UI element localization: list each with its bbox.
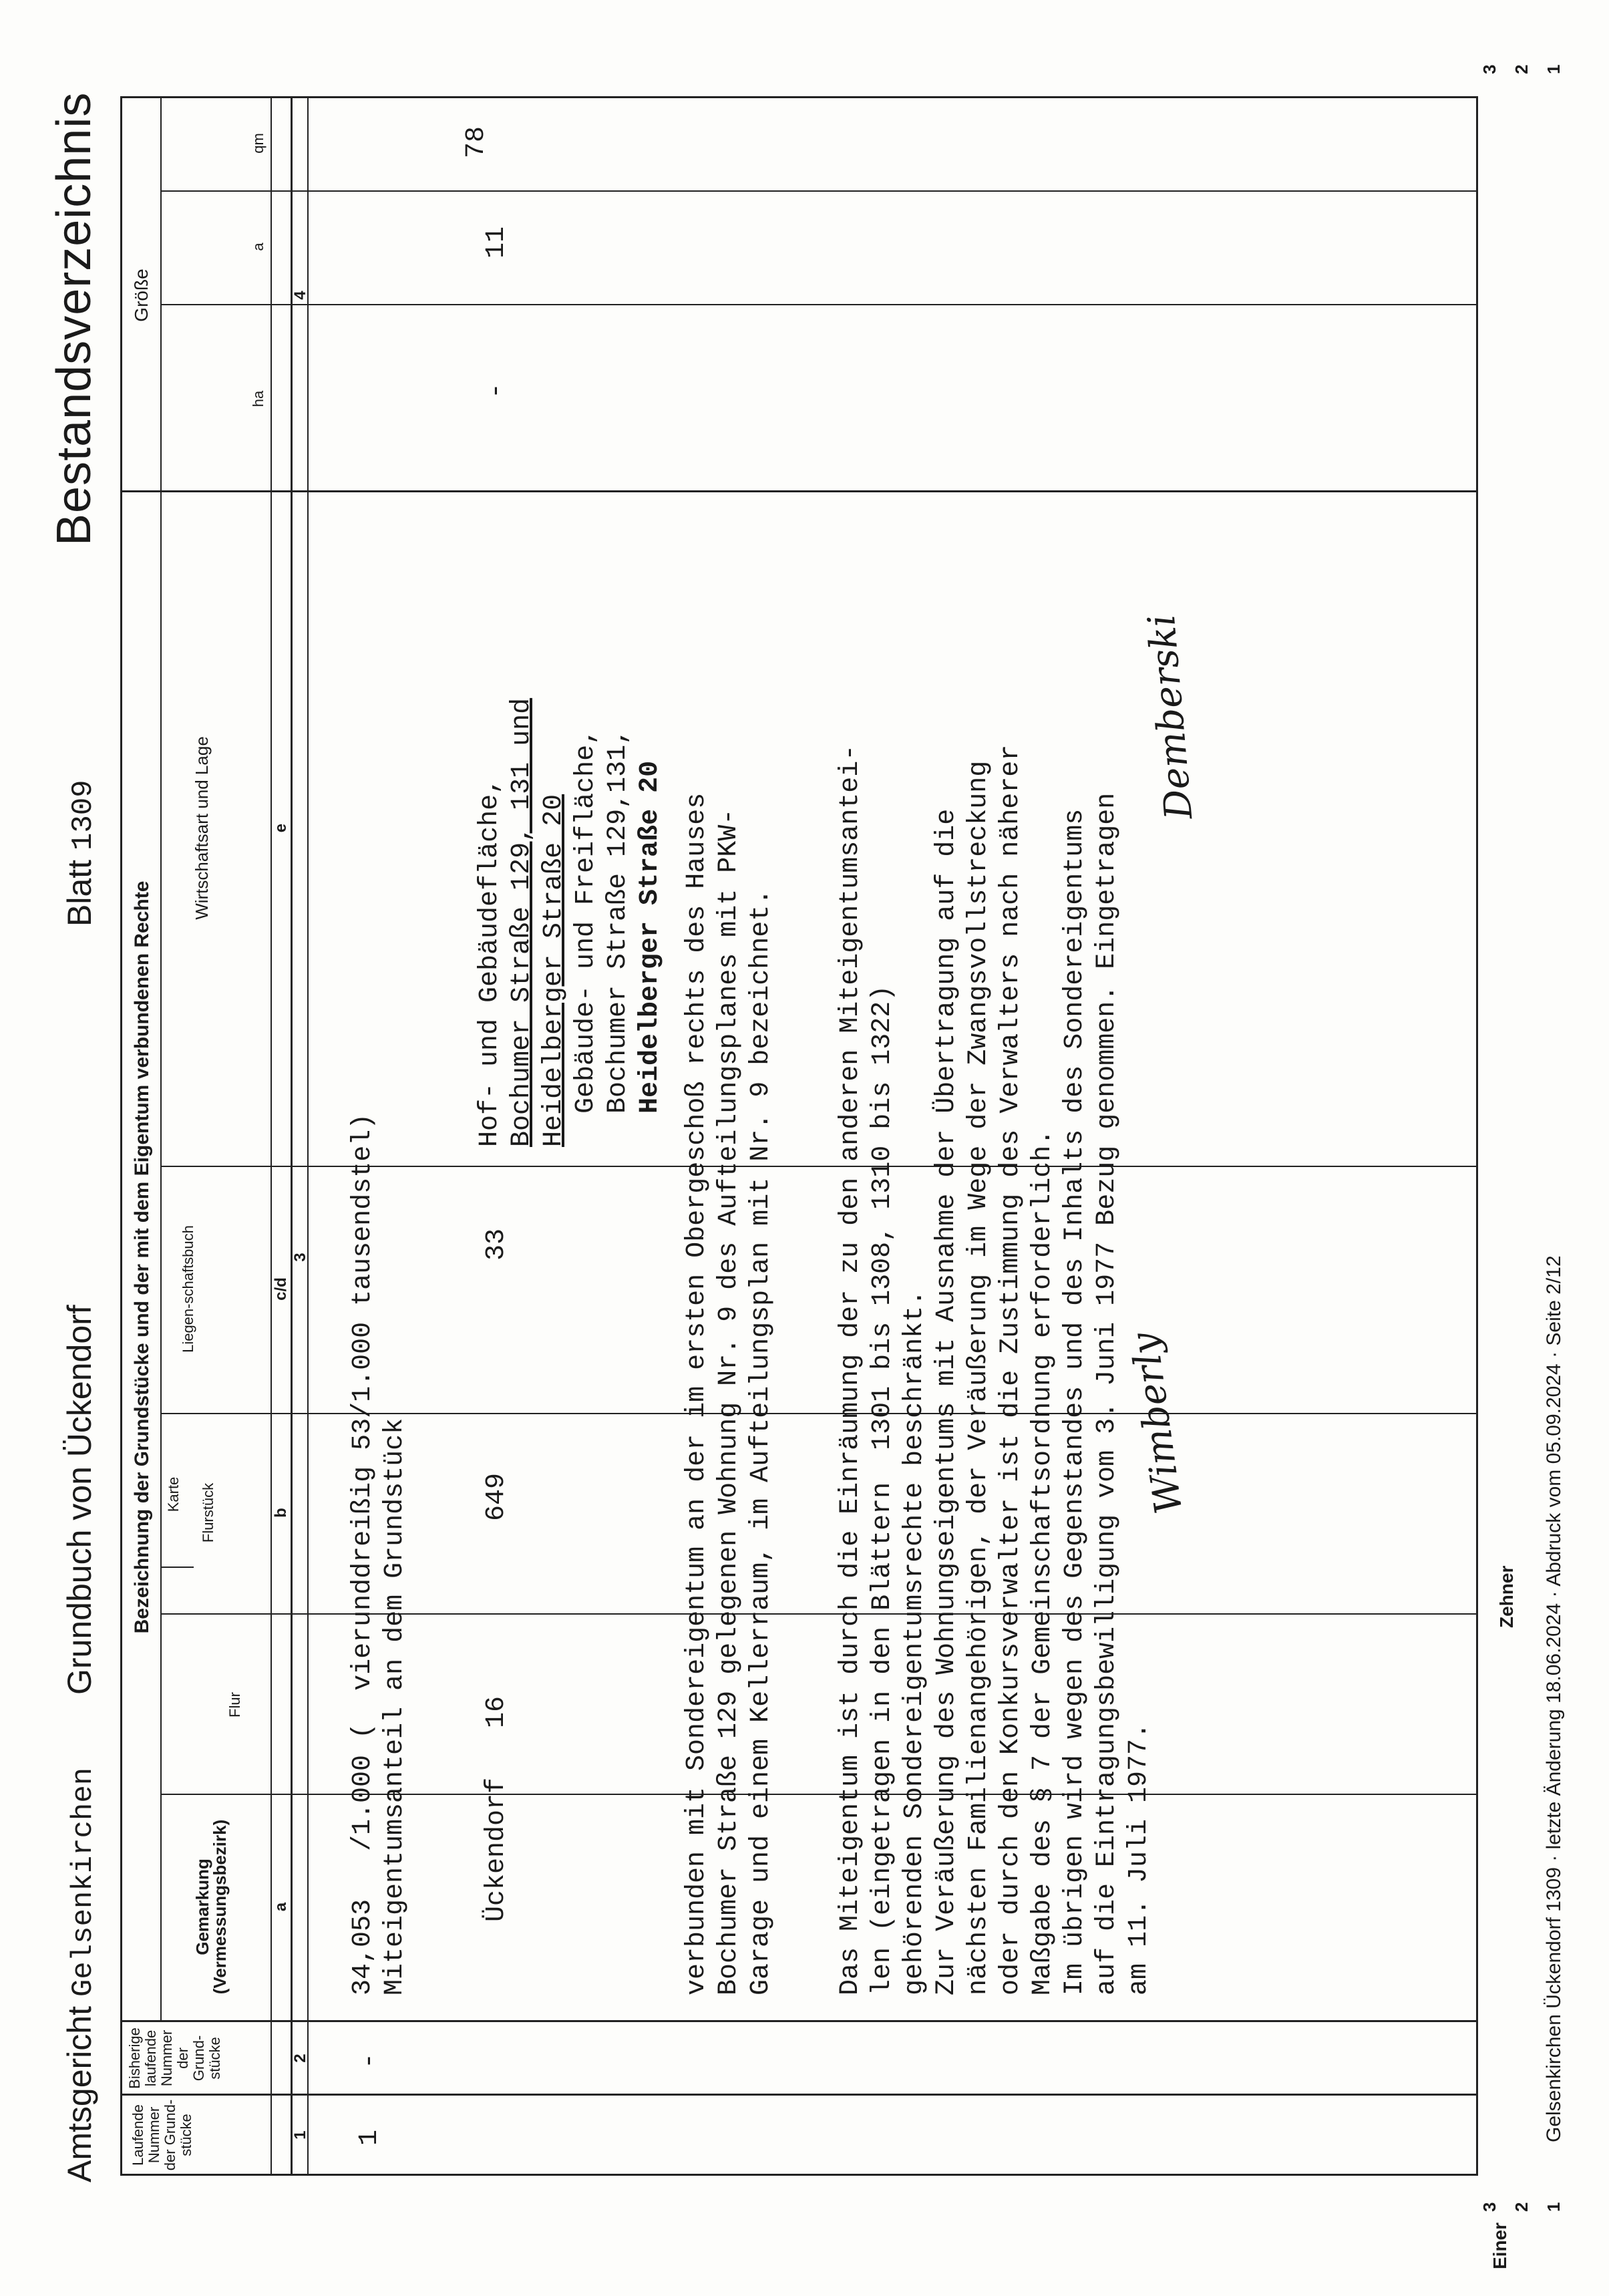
flur-letter: b [272, 1508, 290, 1518]
signature-2: Demberski [1139, 613, 1202, 822]
sheet-label: Blatt [61, 859, 98, 927]
text-line: oder durch den Konkursverwalter ist die Zustimmung des Verwalters nach näherer [996, 744, 1026, 1995]
signature-1: Wimberly [1123, 1329, 1192, 1517]
liegenschaft-letter: c/d [272, 1277, 290, 1301]
text-line: Maßgabe des § 7 der Gemeinschaftsordnung erforderlich. [1028, 1129, 1058, 1995]
col-divider-wirtschaft [120, 490, 1478, 492]
groesse-header: Größe [131, 269, 152, 322]
table-top-border [120, 98, 122, 2176]
court-label: Amtsgericht [61, 2006, 98, 2182]
karte-header: Karte [165, 1476, 182, 1512]
entry-wirtschaft-line5: Bochumer Straße 129,131, [603, 728, 633, 1114]
entry-wirtschaft-line1: Hof- und Gebäudefläche, [475, 778, 505, 1147]
entry-flurstueck: 649 [482, 1472, 512, 1521]
wirtschaft-header: Wirtschaftsart und Lage [192, 736, 212, 920]
karte-divider [160, 1567, 194, 1568]
sheet-heading [60, 780, 100, 927]
register-name: Ückendorf [61, 1305, 98, 1458]
entry-a: 11 [482, 226, 512, 259]
entry-wirtschaft-line2: Bochumer Straße 129, 131 und [507, 697, 537, 1147]
corner-num-1: 1 [1544, 2202, 1564, 2212]
qm-label: qm [250, 133, 266, 154]
liegenschaft-header: Liegen-schaftsbuch [180, 1225, 196, 1353]
text-line: Das Miteigentum ist durch die Einräumung der zu den anderen Miteigentumsantei- [836, 744, 866, 1995]
sheet-number: 1309 [67, 780, 100, 851]
col-divider-2 [120, 2020, 1478, 2022]
text-line: Zur Veräußerung des Wohnungseigentums mit Ausnahme der Übertragung auf die [932, 808, 962, 1995]
table-left-border [120, 2174, 1478, 2176]
text-line: am 11. Juli 1977. [1124, 1722, 1154, 1995]
flur-header: Flur [226, 1692, 243, 1717]
entry-wirtschaft-line4: Gebäude- und Freifläche, [571, 728, 601, 1114]
ha-label: ha [250, 390, 266, 407]
col2-header: Bisherige laufende Nummer der Grund-stücke [126, 2027, 223, 2089]
entry-bisherige-nummer: - [355, 2052, 385, 2069]
col1-number: 1 [291, 2130, 309, 2140]
corner-num-2: 2 [1511, 64, 1532, 74]
col-divider-a [160, 190, 1478, 192]
entry-flur: 16 [482, 1695, 512, 1728]
corner-num-3: 3 [1479, 2202, 1499, 2212]
text-line: Bochumer Straße 129 gelegenen Wohnung Nr. 9 des Aufteilungsplanes mit PKW- [714, 808, 744, 1995]
corner-box-right [1479, 45, 1580, 85]
flurstueck-header: Flurstück [200, 1482, 216, 1543]
register-label: Grundbuch von [61, 1466, 98, 1695]
text-line: Garage und einem Kellerraum, im Aufteilungsplan mit Nr. 9 bezeichnet. [746, 888, 776, 1995]
register-heading [60, 1305, 99, 1695]
corner-num-3: 3 [1479, 64, 1499, 74]
document-title: Bestandsverzeichnis [47, 92, 101, 546]
entry-wirtschaft-line3: Heidelberger Straße 20 [539, 794, 569, 1147]
wirtschaft-letter: e [272, 823, 290, 833]
footer-text: Gelsenkirchen Ückendorf 1309 · letzte Änderung 18.06.2024 · Abdruck vom 05.09.2024 · Seite 2/12 [1543, 1255, 1565, 2142]
col-divider-ha [160, 304, 1478, 305]
corner-num-1: 1 [1544, 64, 1564, 74]
text-line: nächsten Familienangehörigen, der Veräußerung im Wege der Zwangsvollstreckung [964, 760, 994, 1995]
court-heading [60, 1768, 100, 2182]
text-line: verbunden mit Sondereigentum an der im ersten Obergeschoß rechts des Hauses [682, 792, 712, 1995]
entry-gemarkung: Ückendorf [482, 1777, 512, 1922]
text-line: gehörenden Sondereigentumsrechte beschränkt. [900, 1289, 930, 1995]
group-header-line [160, 492, 162, 2022]
a-label: a [250, 242, 266, 251]
table-bottom-border [1476, 98, 1478, 2176]
col1-header: Laufende Nummer der Grund-stücke [130, 2099, 194, 2171]
entry-share-line1: 34,053 /1.000 ( vierunddreißig 53/1.000 tausendstel) [348, 1113, 378, 1995]
entry-wirtschaft-line6: Heidelberger Straße 20 [635, 760, 665, 1114]
table-right-border [120, 96, 1478, 98]
entry-liegenschaftsbuch: 33 [482, 1228, 512, 1261]
header-letters-line [271, 98, 272, 2176]
col-divider-1 [120, 2094, 1478, 2096]
gemarkung-letter: a [272, 1902, 290, 1912]
side-mark-zehner: Zehner [1496, 1565, 1517, 1628]
text-line: auf die Eintragungsbewilligung vom 3. Juni 1977 Bezug genommen. Eingetragen [1092, 792, 1122, 1995]
entry-ha: - [482, 382, 512, 399]
entry-qm: 78 [462, 126, 492, 158]
group-header: Bezeichnung der Grundstücke und der mit dem Eigentum verbundenen Rechte [131, 880, 153, 1634]
entry-laufende-nummer: 1 [355, 2129, 385, 2146]
corner-box-left [1479, 2182, 1580, 2223]
entry-share-line2: Miteigentumsanteil an dem Grundstück [380, 1418, 410, 1995]
text-block-2 [835, 745, 1155, 1995]
text-line: len (eingetragen in den Blättern 1301 bis 1308, 1310 bis 1322) [868, 985, 898, 1995]
text-block-1 [681, 793, 777, 1995]
text-line: Im übrigen wird wegen des Gegenstandes und des Inhalts des Sondereigentums [1060, 808, 1090, 1995]
court-name: Gelsenkirchen [67, 1767, 100, 1997]
size-header-line [160, 98, 162, 492]
gemarkung-header: Gemarkung (Vermessungsbezirk) [192, 1819, 230, 1995]
groesse-number: 4 [291, 291, 309, 300]
side-mark-einer: Einer [1489, 2222, 1510, 2269]
group-number: 3 [291, 1253, 309, 1262]
col2-number: 2 [291, 2054, 309, 2063]
corner-num-2: 2 [1511, 2202, 1532, 2212]
